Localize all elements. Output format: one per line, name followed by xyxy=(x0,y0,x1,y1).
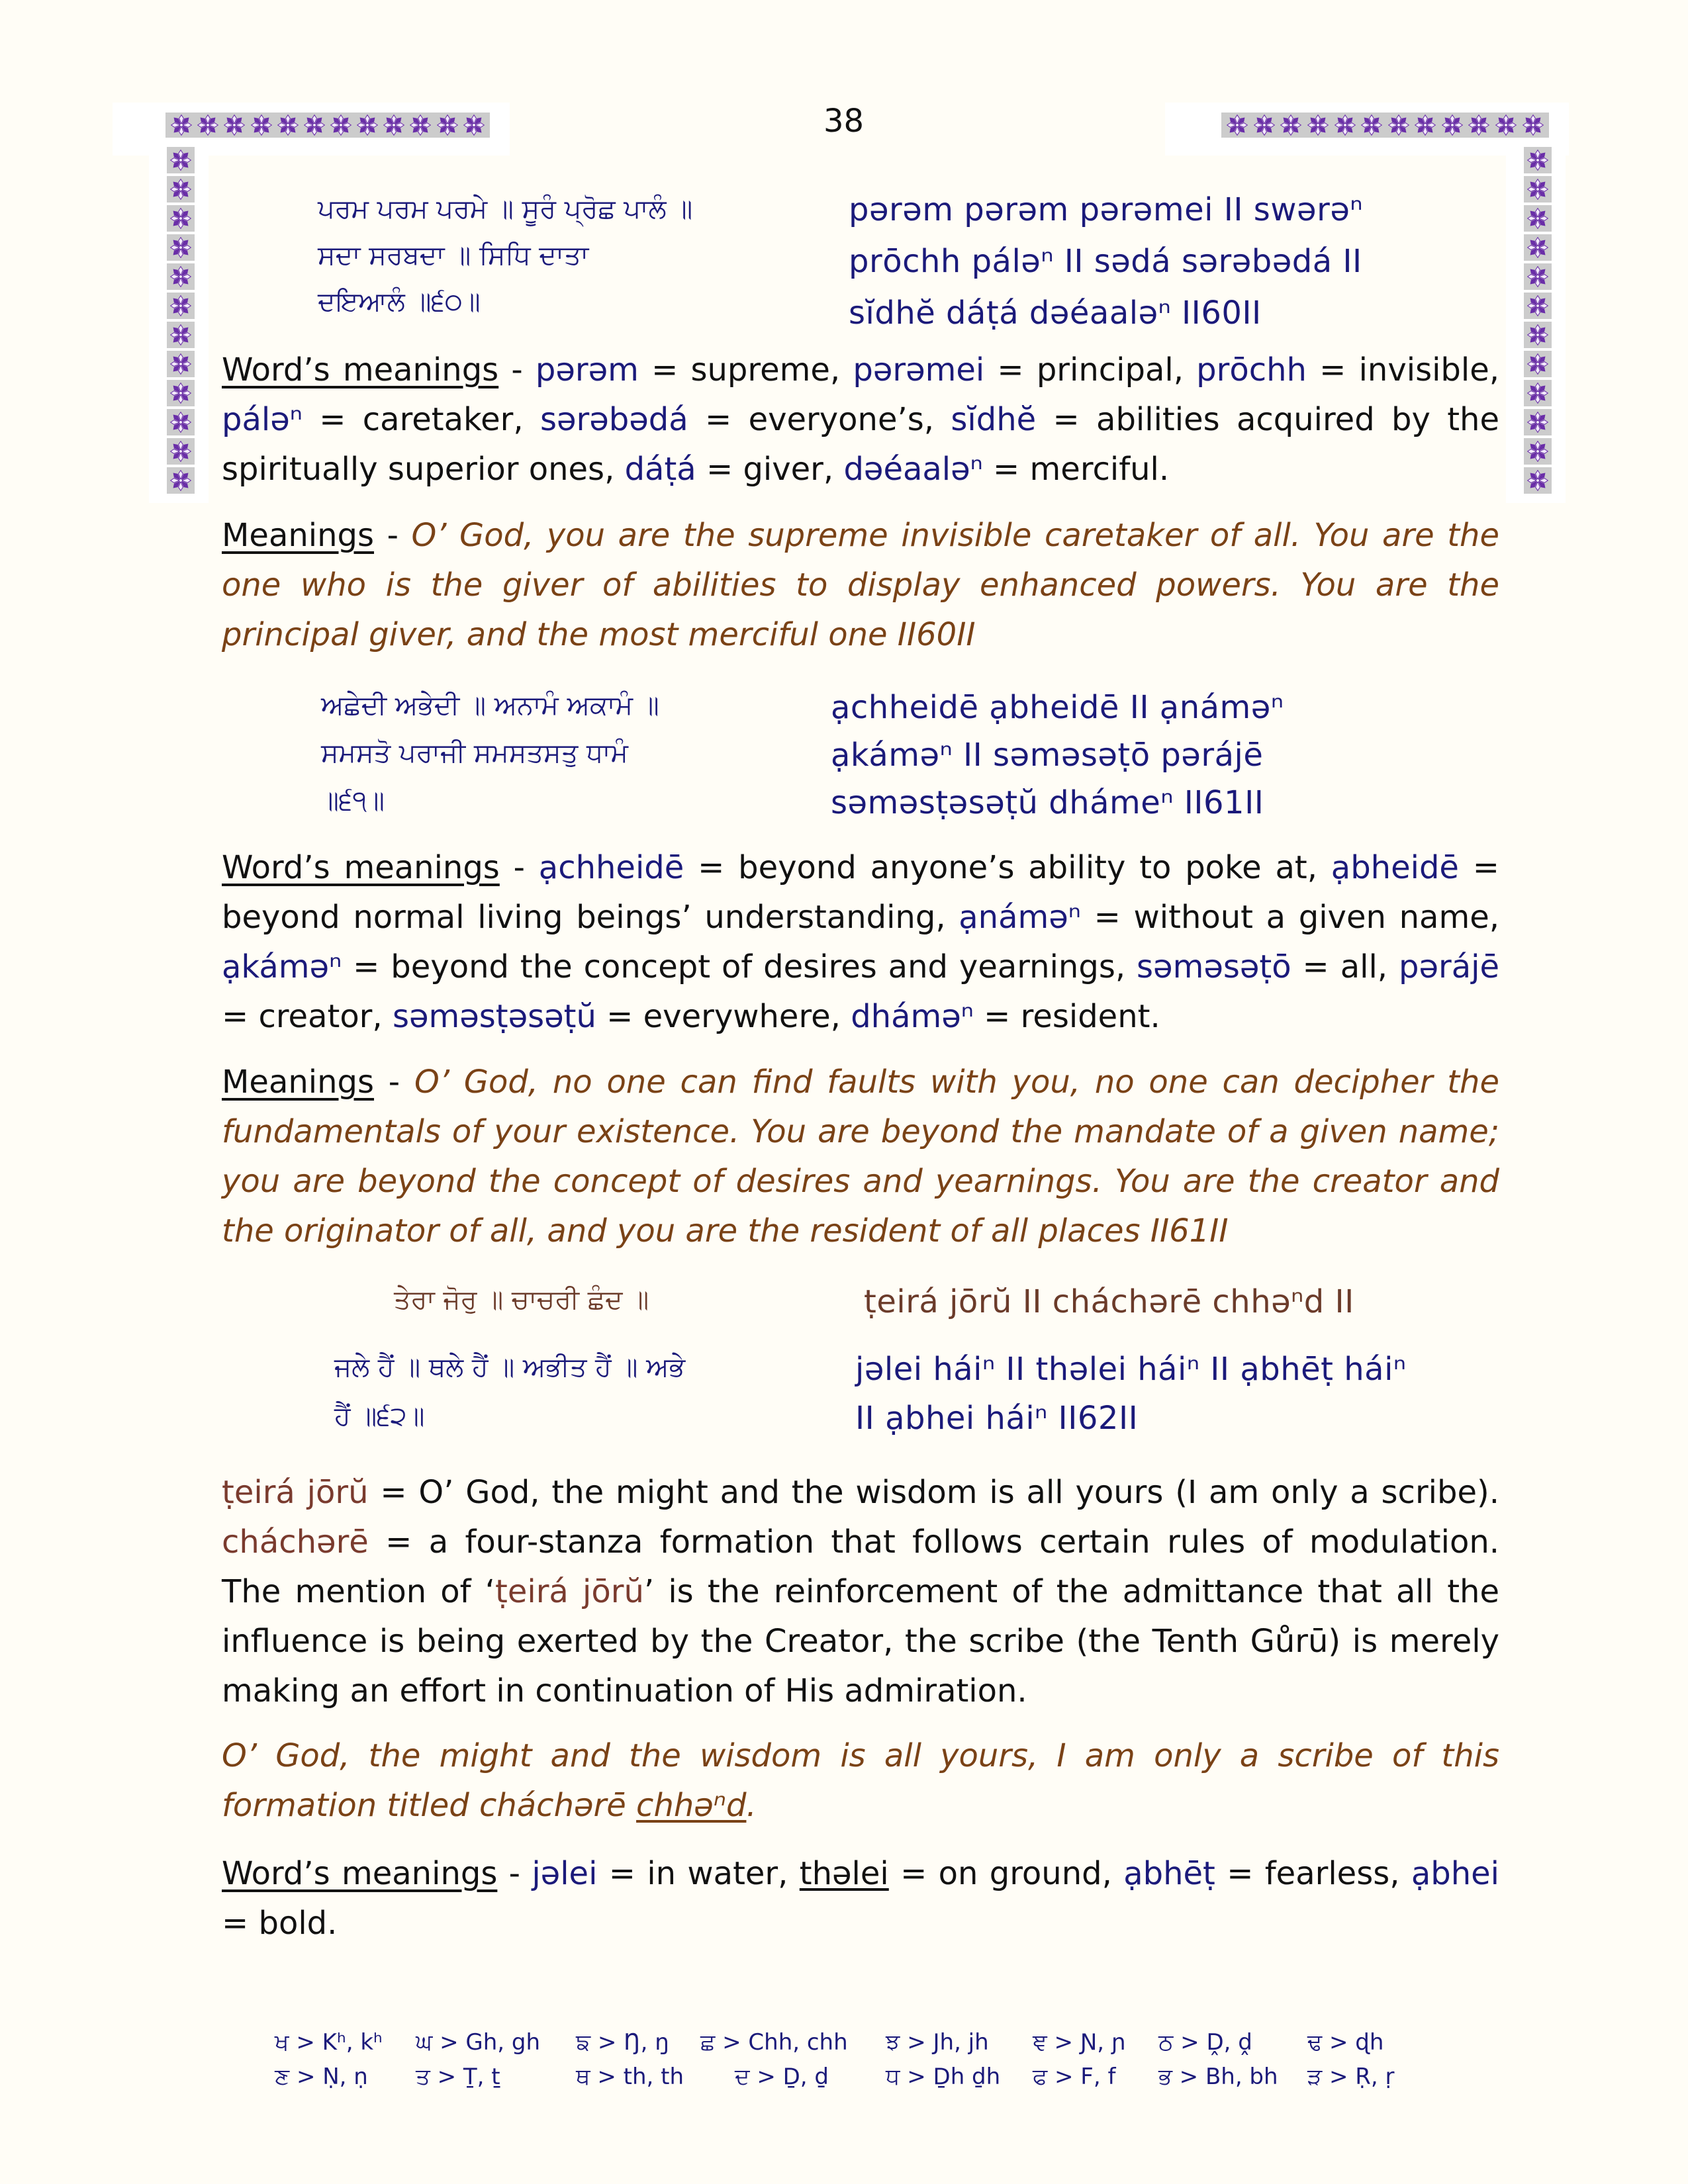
flower-ornament-icon xyxy=(169,382,192,404)
gurmukhi-line: ਪਰਮ ਪਰਮ ਪਰਮੇ ॥ ਸੂਰੰ ਪ੍ਰੋਛ ਪਾਲੰ ॥ xyxy=(318,194,693,224)
word-meanings-61: Word’s meanings - ạchheidē = beyond anyone’s ability to poke at, ạbheidē = beyond normal living beings’ understanding, ạnáməⁿ = without a given name, ạkáməⁿ = beyond the concept of desires and yearnings, səməsəṭō = all, pərájē = creator, səməsṭəsəṭŭ = everywhere, dháməⁿ = resident. xyxy=(222,849,1500,1035)
legend-item: ਧ > Ḏh ḏh xyxy=(886,2064,1001,2090)
translit-line: ạchheidē ạbheidē II ạnáməⁿ xyxy=(831,689,1284,726)
term: cháchərē xyxy=(222,1524,369,1561)
meanings-62: O’ God, the might and the wisdom is all yours, I am only a scribe of this formation titled cháchərē chhəⁿd. xyxy=(222,1737,1499,1824)
meanings-label: Meanings xyxy=(222,517,375,554)
legend-item: ਞ > Ɲ, ɲ xyxy=(1033,2029,1126,2056)
gurmukhi-line: ॥੬੧॥ xyxy=(321,786,385,816)
gurmukhi-line: ਹੈਂ ॥੬੨॥ xyxy=(334,1401,425,1432)
border-tile xyxy=(1524,438,1552,465)
border-tile xyxy=(1524,147,1552,173)
border-tile xyxy=(167,147,195,173)
flower-ornament-icon xyxy=(169,469,192,492)
flower-ornament-icon xyxy=(223,114,246,136)
term: ṭeirá jōrŭ xyxy=(222,1474,369,1511)
border-tile xyxy=(167,293,195,319)
flower-ornament-icon xyxy=(170,114,193,136)
border-tile xyxy=(167,234,195,261)
meanings-text: O’ God, no one can find faults with you, no one can decipher the fundamentals of your existence. You are beyond the mandate of a given name; you are beyond the concept of desires and yearnings. You are the creator and the originator of all, and you are the resident of all places II61II xyxy=(222,1064,1500,1250)
flower-ornament-icon xyxy=(1526,207,1549,230)
border-tile xyxy=(167,351,195,377)
flower-ornament-icon xyxy=(1526,411,1549,433)
gurmukhi-line: ਦਇਆਲੰ ॥੬੦॥ xyxy=(318,287,481,317)
translit-line: səməsṭəsəṭŭ dhámeⁿ II61II xyxy=(831,784,1264,821)
flower-ornament-icon xyxy=(169,324,192,346)
flower-ornament-icon xyxy=(1387,114,1410,136)
border-tile xyxy=(1524,322,1552,348)
flower-ornament-icon xyxy=(1468,114,1490,136)
meanings-text: O’ God, the might and the wisdom is all yours, I am only a scribe of this formation titled cháchərē xyxy=(222,1737,1499,1824)
legend-item: ਠ > Ḓ, ḓ xyxy=(1158,2029,1252,2056)
flower-ornament-icon xyxy=(1495,114,1517,136)
flower-ornament-icon xyxy=(1526,353,1549,375)
flower-ornament-icon xyxy=(1360,114,1383,136)
flower-ornament-icon xyxy=(1526,149,1549,171)
legend-item: ੜ > Ṛ, ṛ xyxy=(1307,2064,1395,2090)
flower-ornament-icon xyxy=(436,114,459,136)
flower-ornament-icon xyxy=(197,114,219,136)
flower-ornament-icon xyxy=(169,149,192,171)
flower-ornament-icon xyxy=(1526,440,1549,463)
border-tile xyxy=(167,380,195,406)
border-tile xyxy=(1524,467,1552,494)
border-tile xyxy=(167,205,195,232)
flower-ornament-icon xyxy=(1526,324,1549,346)
border-tile xyxy=(1524,234,1552,261)
flower-ornament-icon xyxy=(1526,236,1549,259)
meanings-text: O’ God, you are the supreme invisible caretaker of all. You are the one who is the giver of abilities to display enhanced powers. You are the principal giver, and the most merciful one II60II xyxy=(222,517,1499,653)
gurmukhi-line: ਸਮਸਤੋ ਪਰਾਜੀ ਸਮਸਤਸਤੁ ਧਾਮੰ xyxy=(321,738,628,768)
flower-ornament-icon xyxy=(330,114,352,136)
translit-line: ạkáməⁿ II səməsəṭō pərájē xyxy=(831,737,1264,774)
flower-ornament-icon xyxy=(303,114,326,136)
legend-item: ਛ > Chh, chh xyxy=(700,2029,848,2056)
border-tile xyxy=(167,176,195,203)
border-tile xyxy=(1524,409,1552,435)
legend-item: ਭ > Bh, bh xyxy=(1158,2064,1278,2090)
flower-ornament-icon xyxy=(1526,178,1549,201)
border-top-right xyxy=(1221,113,1549,138)
legend-item: ਣ > Ṇ, ṇ xyxy=(275,2064,368,2090)
flower-ornament-icon xyxy=(277,114,299,136)
legend-item: ਫ > F, f xyxy=(1033,2064,1116,2090)
translit-line: jəlei háiⁿ II thəlei háiⁿ II ạbhēṭ háiⁿ xyxy=(855,1351,1407,1388)
flower-ornament-icon xyxy=(1280,114,1302,136)
flower-ornament-icon xyxy=(1307,114,1329,136)
flower-ornament-icon xyxy=(356,114,379,136)
word-meanings-label: Word’s meanings xyxy=(222,849,500,886)
border-tile xyxy=(167,438,195,465)
flower-ornament-icon xyxy=(169,353,192,375)
border-tile xyxy=(1524,351,1552,377)
flower-ornament-icon xyxy=(169,178,192,201)
border-left-column xyxy=(167,147,195,494)
legend-item: ਖ > Kʰ, kʰ xyxy=(275,2029,383,2056)
flower-ornament-icon xyxy=(1334,114,1356,136)
word-meanings-60: Word’s meanings - pərəm = supreme, pərəmei = principal, prōchh = invisible, páləⁿ = caretaker, sərəbədá = everyone’s, sĭdhĕ = abilities acquired by the spiritually superior ones, dáṭá = giver, dəéaaləⁿ = merciful. xyxy=(222,351,1500,488)
gurmukhi-line: ਸਦਾ ਸਰਬਦਾ ॥ ਸਿਧਿ ਦਾਤਾ xyxy=(318,240,589,271)
flower-ornament-icon xyxy=(1441,114,1464,136)
meanings-60: Meanings - O’ God, you are the supreme invisible caretaker of all. You are the one who is the giver of abilities to display enhanced powers. You are the principal giver, and the most merciful one II60II xyxy=(222,517,1499,653)
border-tile xyxy=(1524,293,1552,319)
word-meanings-62: Word’s meanings - jəlei = in water, thəlei = on ground, ạbhēṭ = fearless, ạbhei = bold. xyxy=(222,1855,1499,1942)
translit-line: prōchh páləⁿ II sədá sərəbədá II xyxy=(849,243,1362,280)
flower-ornament-icon xyxy=(1526,382,1549,404)
gurmukhi-line: ਅਛੇਦੀ ਅਭੇਦੀ ॥ ਅਨਾਮੰ ਅਕਾਮੰ ॥ xyxy=(321,690,659,721)
border-tile xyxy=(167,263,195,290)
flower-ornament-icon xyxy=(169,295,192,317)
legend-item: ਙ > Ŋ, ŋ xyxy=(576,2029,669,2056)
legend-item: ਘ > Gh, gh xyxy=(416,2029,541,2056)
flower-ornament-icon xyxy=(169,440,192,463)
flower-ornament-icon xyxy=(409,114,432,136)
meanings-61: Meanings - O’ God, no one can find faults with you, no one can decipher the fundamentals of your existence. You are beyond the mandate of a given name; you are beyond the concept of desires and yearnings. You are the creator and the originator of all, and you are the resident of all places II61II xyxy=(222,1064,1500,1250)
legend-item: ਢ > ɖh xyxy=(1307,2029,1384,2056)
explanation-62: ṭeirá jōrŭ = O’ God, the might and the wisdom is all yours (I am only a scribe). cháchərē = a four-stanza formation that follows certain rules of modulation. The mention of ‘ṭeirá jōrŭ’ is the reinforcement of the admittance that all the influence is being exerted by the Creator, the scribe (the Tenth Gůrū) is merely making an effort in continuation of His admiration. xyxy=(222,1474,1500,1709)
flower-ornament-icon xyxy=(1526,469,1549,492)
word-meanings-label: Word’s meanings xyxy=(222,1855,498,1892)
translit-line: sĭdhĕ dáṭá dəéaaləⁿ II60II xyxy=(849,295,1262,332)
border-tile xyxy=(167,322,195,348)
flower-ornament-icon xyxy=(169,207,192,230)
term: chhəⁿd xyxy=(636,1787,747,1824)
legend-item: ਦ > Ḏ, ḏ xyxy=(735,2064,829,2090)
legend-item: ਤ > Ṯ, ṯ xyxy=(416,2064,500,2090)
flower-ornament-icon xyxy=(1414,114,1436,136)
heading-62-transliteration: ṭeirá jōrŭ II cháchərē chhəⁿd II xyxy=(864,1283,1354,1320)
flower-ornament-icon xyxy=(1522,114,1544,136)
term: ṭeirá jōrŭ xyxy=(495,1573,644,1610)
gurmukhi-line: ਜਲੇ ਹੈਂ ॥ ਥਲੇ ਹੈਂ ॥ ਅਭੀਤ ਹੈਂ ॥ ਅਭੇ xyxy=(334,1352,686,1383)
heading-62-gurmukhi: ਤੇਰਾ ਜੋਰੁ ॥ ਚਾਚਰੀ ਛੰਦ ॥ xyxy=(394,1285,649,1315)
border-tile xyxy=(167,409,195,435)
page-number: 38 xyxy=(823,103,865,140)
translit-line: II ạbhei háiⁿ II62II xyxy=(855,1400,1139,1437)
border-tile xyxy=(1524,176,1552,203)
flower-ornament-icon xyxy=(169,411,192,433)
flower-ornament-icon xyxy=(463,114,485,136)
border-tile xyxy=(167,467,195,494)
legend-item: ਥ > th, th xyxy=(576,2064,684,2090)
word-meanings-label: Word’s meanings xyxy=(222,351,499,388)
border-tile xyxy=(1524,263,1552,290)
flower-ornament-icon xyxy=(1253,114,1276,136)
legend-item: ਝ > Jh, jh xyxy=(886,2029,989,2056)
flower-ornament-icon xyxy=(1226,114,1248,136)
flower-ornament-icon xyxy=(169,236,192,259)
flower-ornament-icon xyxy=(1526,265,1549,288)
meanings-label: Meanings xyxy=(222,1064,375,1101)
flower-ornament-icon xyxy=(169,265,192,288)
flower-ornament-icon xyxy=(383,114,405,136)
flower-ornament-icon xyxy=(1526,295,1549,317)
flower-ornament-icon xyxy=(250,114,273,136)
translit-line: pərəm pərəm pərəmei II swərəⁿ xyxy=(849,191,1363,228)
border-right-column xyxy=(1524,147,1552,494)
border-tile xyxy=(1524,380,1552,406)
border-tile xyxy=(1524,205,1552,232)
border-top-left xyxy=(165,113,490,138)
